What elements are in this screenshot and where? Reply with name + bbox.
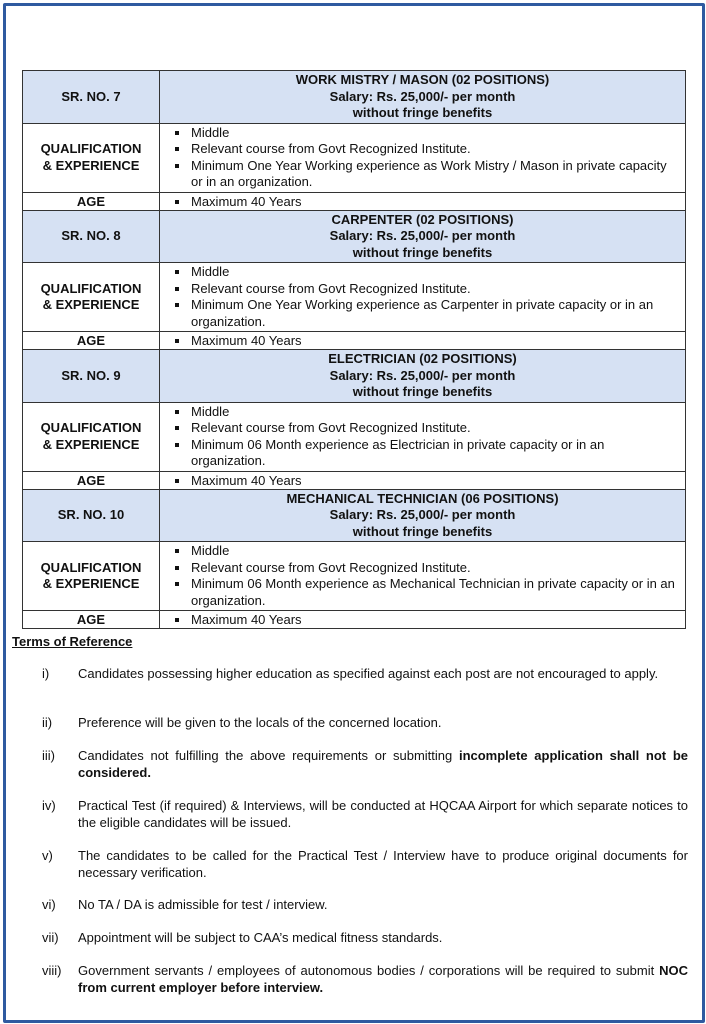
age-value-cell: [160, 192, 686, 210]
sr-number-cell: SR. NO. 10: [23, 489, 160, 542]
terms-item: [12, 962, 688, 996]
position-title-cell: [160, 489, 686, 542]
sr-number-cell: SR. NO. 9: [23, 350, 160, 403]
qualification-item: Middle: [191, 543, 678, 560]
age-value-cell: [160, 471, 686, 489]
age-list: [161, 333, 684, 348]
terms-item-number: iv): [42, 798, 56, 813]
terms-item: [12, 847, 688, 881]
terms-item-text: [78, 962, 688, 996]
age-row: [23, 611, 686, 629]
qualification-label: [23, 402, 160, 471]
age-label: AGE: [23, 192, 160, 210]
qualification-label-line2: & EXPERIENCE: [42, 297, 140, 312]
qualification-label-line2: & EXPERIENCE: [42, 157, 140, 173]
qualification-list-cell: [160, 542, 686, 611]
terms-item-text: [78, 665, 688, 682]
terms-item-text: [78, 929, 688, 946]
position-title-cell: [160, 71, 686, 124]
position-benefits: without fringe benefits: [352, 384, 493, 399]
terms-of-reference-title: Terms of Reference: [12, 634, 133, 649]
age-list: [161, 473, 684, 488]
positions-table-container: [22, 70, 686, 629]
age-label: AGE: [23, 611, 160, 629]
qualification-item: Middle: [191, 125, 678, 142]
terms-item: [12, 896, 688, 913]
age-label: AGE: [23, 471, 160, 489]
position-title-cell: [160, 350, 686, 403]
terms-item-plain: Appointment will be subject to CAA’s medical fitness standards.: [78, 930, 443, 945]
terms-item-plain: Practical Test (if required) & Interviews, will be conducted at HQCAA Airport for which separate notices to the eligible candidates will be issued.: [78, 798, 688, 830]
terms-item-number: viii): [42, 963, 62, 978]
terms-item: [12, 714, 688, 731]
age-row: [23, 471, 686, 489]
terms-item-text: [78, 747, 688, 781]
position-title-cell: [160, 210, 686, 263]
qualification-list-cell: [160, 123, 686, 192]
terms-item-plain: Preference will be given to the locals of the concerned location.: [78, 715, 442, 730]
age-value-cell: [160, 332, 686, 350]
qualification-label-line1: QUALIFICATION: [40, 559, 142, 575]
age-value-cell: [160, 611, 686, 629]
qualification-item: Minimum One Year Working experience as Carpenter in private capacity or in an organization.: [191, 297, 678, 330]
qualification-label-line1: QUALIFICATION: [40, 141, 142, 156]
terms-item-number: ii): [42, 715, 53, 730]
age-value: Maximum 40 Years: [191, 612, 678, 627]
position-title: WORK MISTRY / MASON (02 POSITIONS): [295, 72, 550, 87]
qualification-list-cell: [160, 402, 686, 471]
qualification-row: [23, 123, 686, 192]
sr-number-cell: SR. NO. 8: [23, 210, 160, 263]
terms-item-bold: NOC from current employer before interview.: [78, 963, 688, 995]
position-salary: Salary: Rs. 25,000/- per month: [329, 228, 516, 243]
age-value: Maximum 40 Years: [191, 333, 678, 348]
qualification-item: Minimum One Year Working experience as Work Mistry / Mason in private capacity or in an organization.: [191, 158, 678, 191]
qualification-label-line2: & EXPERIENCE: [42, 576, 140, 591]
qualification-item: Middle: [191, 264, 678, 281]
position-title: ELECTRICIAN (02 POSITIONS): [328, 351, 517, 366]
terms-item-number: vi): [42, 897, 56, 912]
qualification-row: [23, 263, 686, 332]
terms-item: [12, 747, 688, 781]
qualification-list-cell: [160, 263, 686, 332]
age-row: [23, 192, 686, 210]
position-benefits: without fringe benefits: [352, 105, 493, 120]
position-header-row: [23, 489, 686, 542]
qualification-item: Minimum 06 Month experience as Electrician in private capacity or in an organization.: [191, 437, 678, 470]
qualification-list: [161, 125, 684, 191]
qualification-item: Relevant course from Govt Recognized Institute.: [191, 141, 678, 158]
qualification-item: Relevant course from Govt Recognized Institute.: [191, 420, 678, 437]
position-title: CARPENTER (02 POSITIONS): [331, 211, 514, 227]
qualification-item: Middle: [191, 404, 678, 421]
terms-item-text: [78, 896, 688, 913]
qualification-list: [161, 264, 684, 330]
terms-item-plain: Government servants / employees of autonomous bodies / corporations will be required to submit: [78, 963, 660, 978]
terms-item: [12, 797, 688, 831]
age-label: AGE: [23, 332, 160, 350]
qualification-list: [161, 543, 684, 609]
qualification-label: [23, 263, 160, 332]
terms-item-number: v): [42, 848, 53, 863]
terms-item-plain: The candidates to be called for the Practical Test / Interview have to produce original documents for necessary verification.: [78, 848, 688, 880]
position-salary: Salary: Rs. 25,000/- per month: [329, 367, 516, 383]
positions-table: [22, 70, 686, 629]
qualification-list: [161, 404, 684, 470]
terms-item-plain: Candidates possessing higher education as specified against each post are not encouraged to apply.: [78, 666, 659, 681]
qualification-item: Relevant course from Govt Recognized Institute.: [191, 560, 678, 577]
age-value: Maximum 40 Years: [191, 194, 678, 209]
qualification-row: [23, 402, 686, 471]
qualification-row: [23, 542, 686, 611]
sr-number-cell: SR. NO. 7: [23, 71, 160, 124]
terms-item: [12, 929, 688, 946]
age-list: [161, 612, 684, 627]
terms-item-plain: No TA / DA is admissible for test / interview.: [78, 897, 328, 912]
age-list: [161, 194, 684, 209]
position-title: MECHANICAL TECHNICIAN (06 POSITIONS): [286, 490, 559, 506]
position-header-row: [23, 71, 686, 124]
age-row: [23, 332, 686, 350]
qualification-label-line1: QUALIFICATION: [40, 420, 142, 435]
qualification-label-line2: & EXPERIENCE: [42, 436, 140, 452]
position-salary: Salary: Rs. 25,000/- per month: [329, 88, 516, 104]
terms-item: [12, 665, 688, 682]
age-value: Maximum 40 Years: [191, 473, 678, 488]
qualification-label-line1: QUALIFICATION: [40, 280, 142, 296]
position-salary: Salary: Rs. 25,000/- per month: [329, 507, 516, 522]
qualification-label: [23, 542, 160, 611]
terms-item-text: [78, 714, 688, 731]
terms-item-text: [78, 847, 688, 881]
terms-item-plain: Candidates not fulfilling the above requirements or submitting: [78, 748, 459, 763]
position-benefits: without fringe benefits: [352, 244, 493, 260]
position-header-row: [23, 350, 686, 403]
qualification-item: Relevant course from Govt Recognized Institute.: [191, 281, 678, 298]
position-header-row: [23, 210, 686, 263]
terms-item-text: [78, 797, 688, 831]
position-benefits: without fringe benefits: [352, 523, 493, 539]
qualification-label: [23, 123, 160, 192]
terms-item-number: iii): [42, 748, 55, 763]
terms-item-number: i): [42, 666, 50, 681]
terms-item-bold: incomplete application shall not be considered.: [78, 748, 688, 780]
terms-item-number: vii): [42, 930, 59, 945]
qualification-item: Minimum 06 Month experience as Mechanical Technician in private capacity or in an organization.: [191, 576, 678, 609]
